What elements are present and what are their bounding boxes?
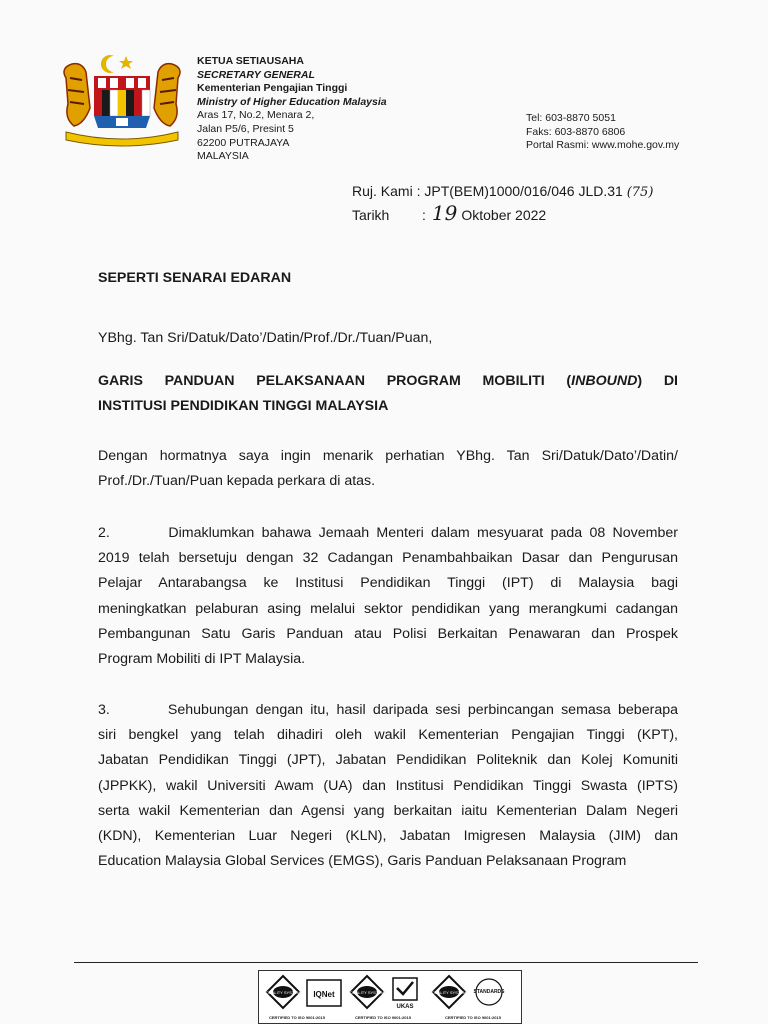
paragraph-3: [98, 698, 678, 874]
iso-caption: CERTIFIED TO ISO 9001:2015: [355, 1015, 411, 1020]
svg-text:QUALITY SYSTEM: QUALITY SYSTEM: [349, 990, 385, 995]
contact-block: [526, 112, 679, 153]
paragraph-line: siri bengkel yang telah dihadiri oleh wakil Kementerian Pengajian Tinggi (KPT),: [98, 727, 678, 744]
paragraph-line: (JPPKK), wakil Universiti Awam (UA) dan Institusi Pendidikan Tinggi Swasta (IPTS): [98, 777, 678, 794]
coat-of-arms-logo: [56, 48, 188, 148]
certification-logos: [258, 970, 522, 1024]
iso-caption: CERTIFIED TO ISO 9001:2015: [445, 1015, 501, 1020]
telephone: Tel: 603-8870 5051: [526, 112, 616, 124]
iso-caption: CERTIFIED TO ISO 9001:2015: [269, 1015, 325, 1020]
paragraph-line: Pembangunan Satu Garis Panduan atau Polisi Berkaitan Penawaran dan Prospek: [98, 625, 678, 642]
sender-title-ms: KETUA SETIAUSAHA: [197, 55, 304, 67]
ministry-name-ms: Kementerian Pengajian Tinggi: [197, 82, 348, 95]
sender-block: [197, 55, 387, 164]
paragraph-line: (KDN), Kementerian Luar Negeri (KLN), Jabatan Imigresen Malaysia (JIM) dan: [98, 828, 678, 845]
paragraph-1: [98, 444, 678, 494]
svg-text:STANDARDS: STANDARDS: [473, 989, 505, 995]
paragraph-2: [98, 521, 678, 672]
paragraph-line: Dengan hormatnya saya ingin menarik perhatian YBhg. Tan Sri/Datuk/Dato’/Datin/: [98, 448, 678, 464]
paragraph-line: Jabatan Pendidikan Tinggi (JPT), Jabatan Pendidikan Politeknik dan Kolej Komuniti: [98, 752, 678, 769]
paragraph-line: meningkatkan pelaburan asing melalui sektor pendidikan yang merangkumi cadangan: [98, 600, 678, 617]
paragraph-line: serta wakil Kementerian dan Agensi yang berkaitan iaitu Kementerian Dalam Negeri: [98, 802, 678, 819]
paragraph-line: Education Malaysia Global Services (EMGS), Garis Panduan Pelaksanaan Program: [98, 853, 627, 870]
reference-handwritten-number: (75): [626, 185, 654, 200]
portal-url: Portal Rasmi: www.mohe.gov.my: [526, 139, 680, 152]
paragraph-line: Program Mobiliti di IPT Malaysia.: [98, 651, 306, 668]
address-line: Aras 17, No.2, Menara 2,: [197, 109, 315, 122]
reference-label: Ruj. Kami: [352, 183, 413, 199]
salutation: YBhg. Tan Sri/Datuk/Dato’/Datin/Prof./Dr./Tuan/Puan,: [98, 330, 433, 346]
date-day-handwritten: 19: [431, 201, 458, 225]
svg-text:QUALITY SYSTEM: QUALITY SYSTEM: [265, 990, 301, 995]
reference-block: [352, 181, 653, 226]
reference-number: JPT(BEM)1000/016/046 JLD.31: [424, 183, 623, 199]
sender-title-en: SECRETARY GENERAL: [197, 68, 315, 81]
paragraph-line: Pelajar Antarabangsa ke Institusi Pendidikan Tinggi (IPT) di Malaysia bagi: [98, 575, 678, 592]
svg-text:UKAS: UKAS: [396, 1004, 414, 1010]
address-line: MALAYSIA: [197, 150, 249, 163]
paragraph-line: 2019 telah bersetuju dengan 32 Cadangan Penambahbaikan Dasar dan Pengurusan: [98, 550, 678, 567]
date-row: Tarikh : 19 Oktober 2022: [352, 201, 547, 225]
fax: Faks: 603-8870 6806: [526, 125, 626, 138]
paragraph-line: Prof./Dr./Tuan/Puan kepada perkara di atas.: [98, 473, 376, 490]
subject-line: GARIS PANDUAN PELAKSANAAN PROGRAM MOBILITI (INBOUND) DI: [98, 373, 679, 389]
reference-row: Ruj. Kami : JPT(BEM)1000/016/046 JLD.31 (75): [352, 183, 654, 200]
address-line: 62200 PUTRAJAYA: [197, 136, 290, 149]
date-label: Tarikh: [352, 207, 390, 223]
subject-heading: [98, 369, 678, 419]
paragraph-line: 2. Dimaklumkan bahawa Jemaah Menteri dalam mesyuarat pada 08 November: [98, 525, 678, 541]
ministry-name-en: Ministry of Higher Education Malaysia: [197, 95, 387, 108]
paragraph-line: 3. Sehubungan dengan itu, hasil daripada sesi perbincangan semasa beberapa: [98, 702, 678, 718]
subject-line: INSTITUSI PENDIDIKAN TINGGI MALAYSIA: [98, 398, 389, 415]
svg-text:QUALITY SYSTEM: QUALITY SYSTEM: [431, 990, 467, 995]
svg-text:IQNet: IQNet: [313, 990, 335, 999]
footer-divider: [74, 962, 698, 963]
standards-logo: [469, 974, 525, 1018]
address-line: Jalan P5/6, Presint 5: [197, 122, 294, 135]
date-month-year: Oktober 2022: [461, 207, 547, 223]
recipient: SEPERTI SENARAI EDARAN: [98, 270, 292, 286]
